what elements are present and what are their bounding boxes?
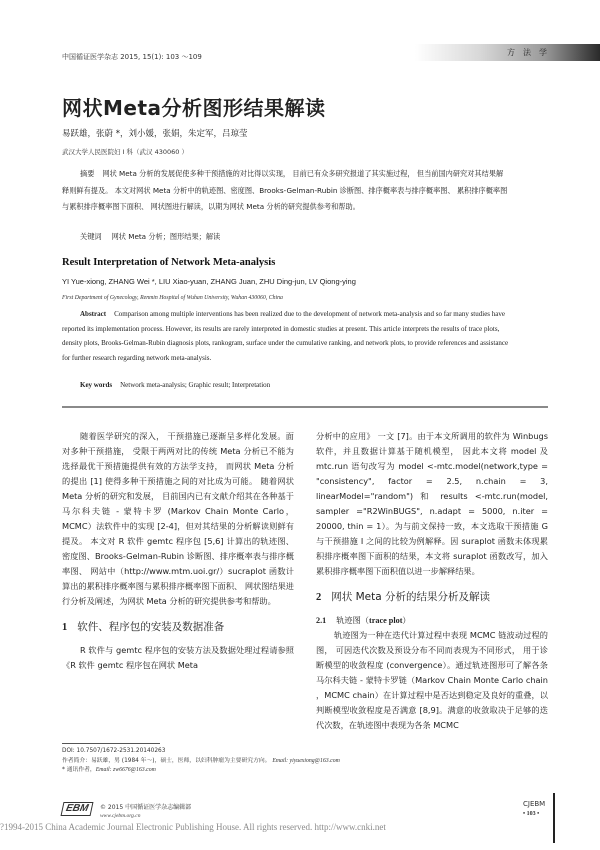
- corresponding-email: Email: zw6676@163.com: [95, 767, 156, 773]
- abstract-divider: [62, 406, 548, 408]
- section-label: 方法学: [507, 48, 555, 57]
- section-1-paragraph: R 软件与 gemtc 程序包的安装方法及数据处理过程请参照《R 软件 gemtc 程序包在网状 Meta: [62, 645, 294, 670]
- author-bio: 作者简介：易跃雄，男 (1984 年～)，硕士，医师，以妇科肿瘤为主要研究方向。 Email: yiyuexiong@163.com: [62, 757, 340, 764]
- title-cn: 网状Meta分析图形结果解读: [62, 96, 326, 120]
- abstract-en-text: Comparison among multiple interventions has been realized due to the development of network meta-analysis and so far many studies have reported its implementation process. However, its results are rarely interpreted in domestic studies at present. This article interprets the results of trace plots, density plots, Brooks-Gelman-Rubin diagnosis plots, rankogram, surface under the cumulative ranking, and network plots, to provide references and assistance for further research regarding network meta-analysis.: [62, 310, 509, 362]
- body-column-left: [62, 429, 294, 673]
- section-2-1-heading: [316, 613, 548, 628]
- body-column-right: [316, 429, 548, 733]
- section-2-1-title-en: trace plot: [369, 616, 403, 625]
- affiliation-en: First Department of Gynecology, Renmin Hospital of Wuhan University, Wuhan 430060, China: [62, 295, 283, 301]
- copyright-line: ?1994-2015 China Academic Journal Electronic Publishing House. All rights reserved. http://www.cnki.net: [0, 822, 386, 832]
- keywords-en: [80, 381, 270, 389]
- affiliation-cn: 武汉大学人民医院妇 I 科（武汉 430060 ）: [62, 148, 188, 156]
- authors-en: YI Yue-xiong, ZHANG Wei *, LIU Xiao-yuan, ZHANG Juan, ZHU Ding-jun, LV Qiong-ying: [62, 277, 356, 286]
- running-head: 中国循证医学杂志 2015, 15(1): 103 ～109: [62, 53, 202, 61]
- section-2-1-paragraph: 轨迹图为一种在迭代计算过程中表现 MCMC 链波动过程的图， 可因迭代次数及预设分布不同而表现为不同形式， 用于诊断模型的收敛程度 (convergence）。通过轨迹图形可了解各条马尔科夫链 - 蒙特卡罗链（Markov Chain Monte Carlo chain ，MCMC chain）在计算过程中是否达到稳定及良好的重叠，以判断模型收敛程度是否满意 [8,9]。满意的收敛取决于足够的迭代次数，在轨迹图中表现为各条 MCMC: [316, 630, 548, 730]
- section-1-title: 软件、程序包的安装及数据准备: [77, 621, 225, 633]
- keywords-cn: [80, 232, 220, 242]
- keywords-cn-text: 网状 Meta 分析；图形结果；解读: [111, 232, 221, 241]
- ebm-logo: EBM: [61, 802, 94, 816]
- section-2-1-title-cn: 轨迹图（: [336, 615, 369, 625]
- authors-cn: 易跃雄，张蔚 *，刘小媛，张娟，朱定军，吕琼莹: [62, 129, 248, 139]
- abstract-en-label: Abstract: [80, 310, 107, 318]
- publisher-website: www.cjebm.org.cn: [100, 813, 141, 819]
- title-en: Result Interpretation of Network Meta-analysis: [62, 257, 276, 268]
- abstract-en: [62, 307, 512, 365]
- page-edge-bar: [553, 793, 555, 843]
- doi: DOI: 10.7507/1672-2531.20140263: [62, 748, 166, 754]
- keywords-cn-label: 关键词: [80, 232, 102, 241]
- section-1-number: 1: [62, 622, 68, 633]
- continued-paragraph: 分析中的应用》 一文 [7]。由于本文所调用的软件为 Winbugs 软件，并且数据计算基于随机模型， 因此本文将 model 及 mtc.run 语句改写为 model <-mtc.model(network,type = "consistency", factor = 2.5, n.chain = 3, linearModel="random") 和 results <-mtc.run(model, sampler ="R2WinBUGS", n.adapt = 5000, n.iter = 20000, thin = 1）。为与前文保持一致，本文选取干预措施 G 与干预措施 I 之间的比较为例解释。因 suraplot 函数未体现累积排序概率图下面积的结果，本文将 suraplot 函数改写，加入累积排序概率图下面积值以进一步解释结果。: [316, 431, 548, 576]
- section-2-1-number: 2.1: [316, 616, 327, 625]
- section-1-heading: [62, 618, 294, 637]
- intro-paragraph: 随着医学研究的深入， 干预措施已逐渐呈多样化发展。面对多种干预措施， 受限于两两对比的传统 Meta 分析已不能为选择最优干预措施提供有效的方法学支持， 而网状 Meta 分析的提出 [1] 使得多种干预措施之间的对比成为可能。 随着网状 Meta 分析的研究和发展， 目前国内已有文献介绍其在各种基于马尔科夫链 - 蒙特卡罗 (Markov Chain Monte Carlo，MCMC）法软件中的实现 [2-4]，但对其结果的分析解读则鲜有提及。 本文对 R 软件 gemtc 程序包 [5,6] 计算出的轨迹图、 密度图、Brooks-Gelman-Rubin 诊断图、排序概率表与排序概率图、 网站中（http://www.mtm.uoi.gr/）sucraplot 函数计算出的累积排序概率图与累积排序概率图下面积、 网状图结果进行分析及阐述，为网状 Meta 分析的研究提供参考和帮助。: [62, 431, 294, 606]
- abstract-cn-label: 摘要: [80, 169, 95, 178]
- abstract-cn: [62, 166, 510, 216]
- journal-abbreviation: CJEBM: [523, 800, 546, 808]
- section-band: [415, 44, 600, 61]
- section-2-title: 网状 Meta 分析的结果分析及解读: [331, 591, 490, 603]
- footnotes: [62, 747, 340, 776]
- author-email: Email: yiyuexiong@163.com: [272, 757, 340, 764]
- abstract-cn-text: 网状 Meta 分析的发展促使多种干预措施的对比得以实现， 目前已有众多研究报道了其实施过程， 但当前国内研究对其结果解释则鲜有提及。 本文对网状 Meta 分析中的轨迹图、密度图、Brooks-Gelman-Rubin 诊断图、排序概率表与排序概率图、 累积排序概率图与累积排序概率图下面积、 网状图进行解读，以期为网状 Meta 分析的研究提供参考和帮助。: [62, 169, 508, 211]
- section-2-number: 2: [316, 592, 322, 603]
- publisher: © 2015 中国循证医学杂志编辑部: [100, 804, 192, 811]
- corresponding-author: * 通讯作者，Email: zw6676@163.com: [62, 767, 156, 773]
- section-2-heading: [316, 588, 548, 607]
- keywords-en-label: Key words: [80, 381, 113, 389]
- section-2-1-title-close: ）: [402, 615, 411, 625]
- footnote-divider: [62, 743, 160, 744]
- keywords-en-text: Network meta-analysis; Graphic result; Interpretation: [120, 381, 271, 389]
- page-number: • 103 •: [523, 811, 540, 817]
